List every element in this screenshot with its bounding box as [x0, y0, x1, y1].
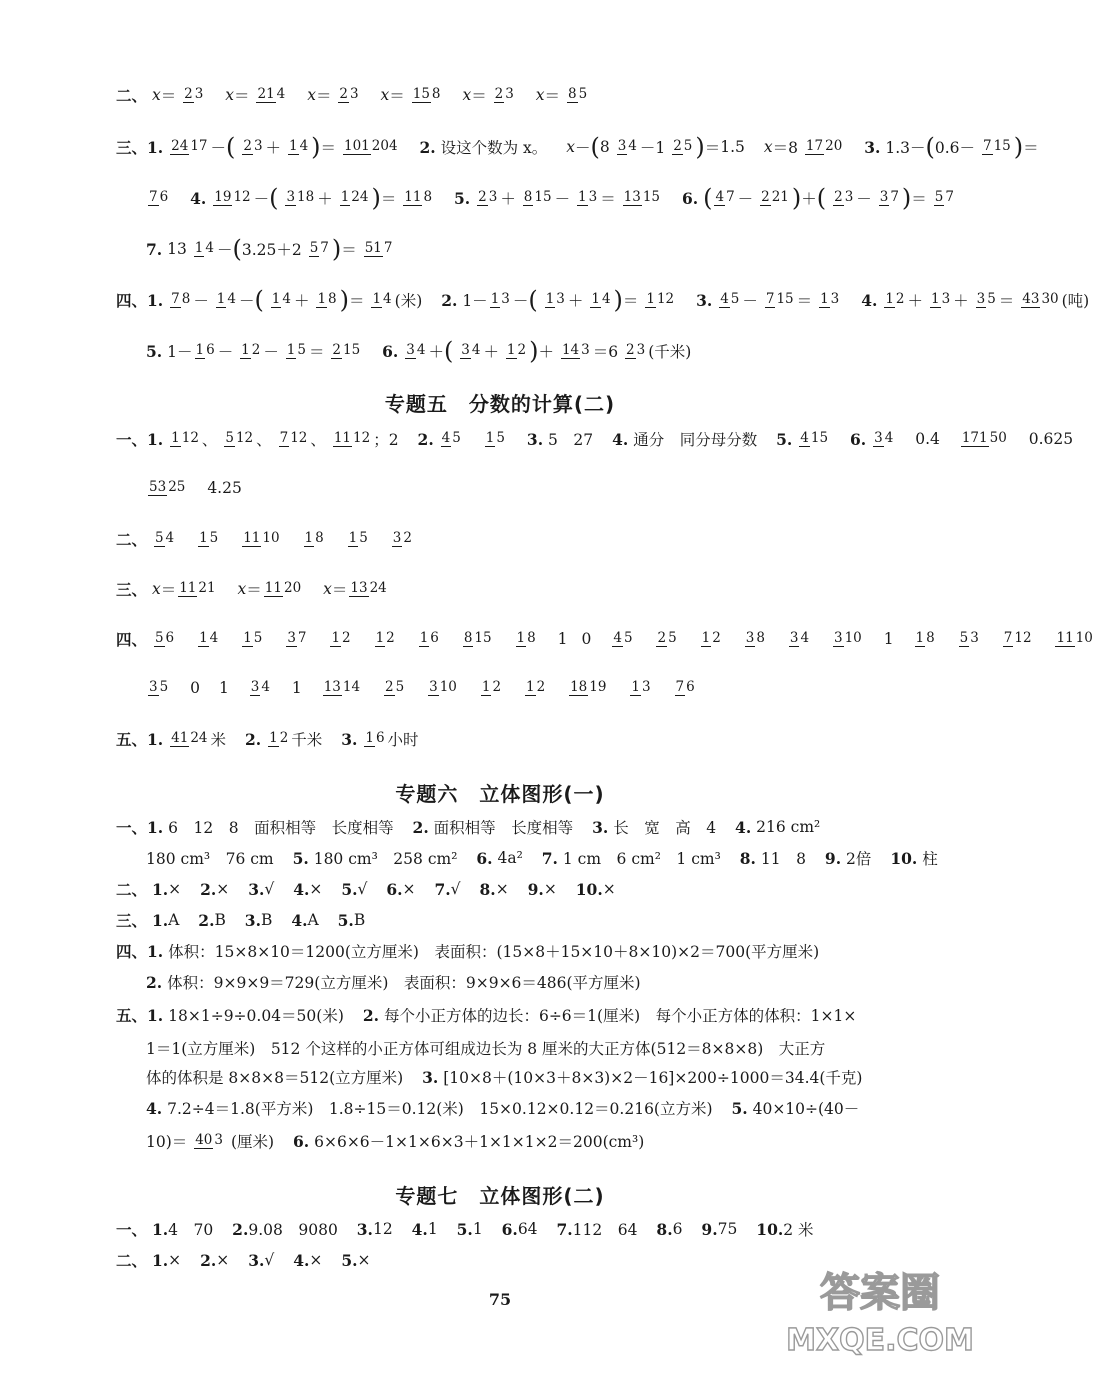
s5-yi-line2: 53 25 4.25	[149, 479, 242, 497]
choice: B	[260, 911, 273, 929]
value: 6 12 8 面积相等 长度相等	[168, 819, 394, 837]
value: 7.2÷4＝1.8(平方米) 1.8÷15＝0.12(米) 15×0.12×0.12＝0.216(立方米)	[167, 1100, 713, 1118]
unit: (吨)	[1061, 292, 1090, 310]
value: 180 cm³ 258 cm²	[313, 850, 458, 868]
fraction: 21 4	[257, 86, 286, 103]
s5-si-line2: 3 5 0 1 3 4 1 13 14 2 5 3 10 1 2 1 2 18 19 1 3 7 6	[149, 679, 695, 697]
s6-wu-line2	[146, 1037, 825, 1059]
s6-wu-line5: 10)＝ 40 3 (厘米) 6. 6×6×6－1×1×6×3＋1×1×1×2＝200(cm³)	[146, 1131, 645, 1151]
s6-san-line: 三、 1.A 2.B 3.B 4.A 5.B	[116, 910, 366, 930]
q-number: 2.	[244, 729, 262, 749]
watermark-top: 答案圈	[820, 1270, 940, 1316]
value: 体的体积是 8×8×8＝512(立方厘米)	[146, 1069, 404, 1087]
value: 1	[218, 679, 229, 697]
value: 180 cm³ 76 cm	[146, 850, 274, 868]
section-label: 五、	[116, 1006, 148, 1025]
q-number: 3.	[864, 137, 881, 157]
value: 2倍	[846, 850, 872, 868]
value: 每个小正方体的边长：6÷6＝1(厘米) 每个小正方体的体积：1×1×	[383, 1007, 857, 1025]
q-number: 6.	[681, 188, 699, 208]
section-label: 一、	[116, 1220, 148, 1239]
value: 216 cm²	[756, 818, 821, 836]
q-number: 1.	[147, 429, 164, 449]
unit: (千米)	[648, 343, 692, 361]
answer-mark: ×	[495, 880, 509, 898]
unit: 米	[210, 731, 227, 749]
s6-yi-line1	[116, 816, 820, 838]
q-number: 6.	[849, 429, 867, 449]
value: 12	[372, 1220, 393, 1238]
value: [10×8＋(10×3＋8×3)×2－16]×200÷1000＝34.4(千克)	[443, 1069, 863, 1087]
q-number: 3.	[696, 290, 713, 310]
choice: A	[307, 911, 319, 929]
unit: 小时	[387, 731, 419, 749]
unit: (米)	[394, 292, 423, 310]
value: 1.3－	[885, 139, 926, 157]
answer-mark: ×	[168, 880, 182, 898]
section-label: 一、	[116, 430, 148, 449]
q-number: 3.	[592, 817, 609, 837]
fraction: 15 8	[412, 86, 441, 103]
q-number: 2.	[419, 137, 436, 157]
value: 18×1÷9÷0.04＝50(米)	[168, 1007, 344, 1025]
section-label: 二、	[116, 1251, 148, 1270]
answer-line-3b: 7 6 4. 19 12 －( 3 18 ＋ 1 24 )＝ 11 8 5. 2 3 ＋ 8 15 － 1 3 ＝ 13 15 6. ( 4 7 － 2 21 )＋( 2 3 － 3 7 )＝ 5 7	[149, 184, 954, 212]
value: 6	[672, 1220, 683, 1238]
value: 0.6－	[934, 139, 976, 157]
page-number: 75	[488, 1290, 512, 1309]
q-number: 1.	[147, 290, 164, 310]
section-label: 一、	[116, 818, 148, 837]
value: 长 宽 高 4	[613, 819, 717, 837]
value: 0.625	[1028, 430, 1074, 448]
section-label: 二、	[116, 880, 148, 899]
s5-er-line: 二、 5 4 1 5 11 10 1 8 1 5 3 2	[116, 530, 412, 549]
answer-mark: ×	[602, 880, 616, 898]
answer-line-3a: 三、1. 24 17 －( 2 3 ＋ 1 4 )＝ 101 204 2. 设这个数为 x。 x－(8 3 4 －1 2 5 )＝1.5 x＝8 17 20 3. 1.3－(0.6－ 7 15 )＝	[116, 133, 1039, 161]
q-number: 10.	[890, 848, 918, 868]
answer-mark: ×	[168, 1251, 182, 1269]
section-label: 四、	[116, 291, 148, 310]
s5-san-line: 三、 x＝ 11 21 x＝ 11 20 x＝ 13 24	[116, 580, 387, 599]
value: 0	[190, 679, 200, 697]
assume-text: 设这个数为 x。	[440, 139, 548, 157]
value: 13	[167, 240, 187, 258]
var-x: x	[151, 86, 161, 104]
q-number: 4.	[861, 290, 878, 310]
answer-line-3c: 7. 13 1 4 －(3.25＋2 5 7 )＝ 51 7	[146, 235, 393, 263]
answer-mark: ×	[309, 1251, 323, 1269]
s5-si-line1: 四、 5 6 1 4 1 5 3 7 1 2 1 2 1 6 8 15 1 8 1 0 4 5 2 5 1 2 3 8 3 4 3 10 1 1 8 5 3 7 12 11 10	[116, 630, 1093, 649]
q-number: 3.	[526, 429, 544, 449]
s5-wu-line: 五、1. 41 24 米 2. 1 2 千米 3. 1 6 小时	[116, 729, 419, 749]
value: 面积相等 长度相等	[433, 819, 574, 837]
q-number: 9.	[824, 848, 842, 868]
answer-mark: ×	[543, 880, 557, 898]
value: 1	[472, 1220, 483, 1238]
value: 体积：9×9×9＝729(立方厘米) 表面积：9×9×6＝486(平方厘米)	[167, 974, 641, 992]
answer-mark: √	[264, 880, 275, 898]
q-number: 7.	[541, 848, 558, 868]
value: 5 27	[548, 431, 594, 449]
value: 6×6×6－1×1×6×3＋1×1×1×2＝200(cm³)	[314, 1133, 645, 1151]
q-number: 5.	[146, 341, 163, 361]
fraction: 8 5	[567, 86, 588, 103]
answer-mark: ×	[402, 880, 416, 898]
value: 64	[517, 1220, 538, 1238]
answer-mark: ×	[216, 1251, 230, 1269]
section-title-7: 专题七 立体图形(二)	[395, 1184, 605, 1208]
answer-mark: ×	[309, 880, 323, 898]
section-label: 三、	[116, 911, 148, 930]
fraction: 2 3	[494, 86, 514, 103]
value: 柱	[922, 850, 938, 868]
value: 112 64	[572, 1221, 638, 1239]
s6-yi-line2	[146, 847, 938, 869]
q-number: 6.	[382, 341, 399, 361]
value: 9.08 9080	[248, 1221, 338, 1239]
answer-line-2: 二、 x＝ 2 3 x＝ 21 4 x＝ 2 3 x＝ 15 8 x＝ 2 3 x＝ 8 5	[116, 86, 588, 105]
q-number: 5.	[292, 848, 309, 868]
s6-si-line1: 四、1. 体积：15×8×10＝1200(立方厘米) 表面积：(15×8＋15×10＋8×10)×2＝700(平方厘米)	[116, 941, 820, 961]
q-number: 1.	[147, 137, 164, 157]
q-number: 2.	[412, 817, 429, 837]
answer-mark: ×	[216, 880, 230, 898]
section-title-6: 专题六 立体图形(一)	[395, 782, 605, 806]
s6-wu-line1: 五、1. 18×1÷9÷0.04＝50(米) 2. 每个小正方体的边长：6÷6＝1(厘米) 每个小正方体的体积：1×1×	[116, 1005, 857, 1025]
section-label: 四、	[116, 630, 148, 649]
value: 4a²	[497, 849, 523, 867]
q-number: 2.	[441, 290, 458, 310]
watermark-bottom: MXQE.COM	[786, 1323, 974, 1358]
answer-line-4a: 四、1. 7 8 － 1 4 －( 1 4 ＋ 1 8 )＝ 1 4 (米) 2. 1－ 1 3 －( 1 3 ＋ 1 4 )＝ 1 12 3. 4 5 － 7 15 ＝ 1 3 4. 1 2 ＋ 1 3 ＋ 3 5 ＝ 43 30 (吨)	[116, 286, 1090, 314]
section-label: 四、	[116, 942, 148, 961]
choice: A	[168, 911, 180, 929]
value: 2 米	[783, 1221, 814, 1239]
q-number: 6.	[476, 848, 493, 868]
section-title-5: 专题五 分数的计算(二)	[384, 392, 616, 416]
s5-yi-line1: 一、1. 1 12 、 5 12 、 7 12 、 11 12 ；2 2. 4 5 1 5 3. 5 27 4. 通分 同分母分数 5. 4 15 6. 3 4 0.4 171 50 0.625	[116, 429, 1074, 449]
q-number: 8.	[739, 848, 756, 868]
value: 通分 同分母分数	[633, 431, 758, 449]
choice: B	[353, 911, 366, 929]
answer-mark: √	[264, 1251, 275, 1269]
value: 1	[427, 1220, 438, 1238]
q-number: 4.	[612, 429, 629, 449]
q-number: 5.	[454, 188, 471, 208]
value: 40×10÷(40－	[752, 1100, 860, 1118]
answer-mark: √	[357, 880, 368, 898]
value: 75	[717, 1220, 738, 1238]
q-number: 3.	[341, 729, 358, 749]
q-number: 7.	[146, 239, 163, 259]
q-number: 1.	[147, 817, 164, 837]
s7-er-line: 二、 1.× 2.× 3.√ 4.× 5.×	[116, 1250, 371, 1270]
section-label: 五、	[116, 730, 148, 749]
s6-wu-line3: 体的体积是 8×8×8＝512(立方厘米) 3. [10×8＋(10×3＋8×3)×2－16]×200÷1000＝34.4(千克)	[146, 1067, 863, 1087]
answer-mark: ×	[357, 1251, 371, 1269]
section-label: 三、	[116, 580, 148, 599]
q-number: 1.	[147, 729, 164, 749]
s7-yi-line: 一、 1.4 70 2.9.08 9080 3.12 4.1 5.1 6.64 7.112 64 8.6 9.75 10.2 米	[116, 1219, 814, 1239]
q-number: 2.	[417, 429, 434, 449]
section-label: 二、	[116, 530, 148, 549]
q-number: 5.	[776, 429, 793, 449]
answer-line-4b: 5. 1－ 1 6 － 1 2 － 1 5 ＝ 2 15 6. 3 4 ＋( 3 4 ＋ 1 2 )＋ 14 3 ＝6 2 3 (千米)	[146, 337, 692, 365]
value: 1.5	[720, 138, 745, 156]
choice: B	[214, 911, 226, 929]
q-number: 4.	[735, 817, 752, 837]
watermark-logo	[780, 1256, 980, 1360]
fraction: 2 3	[184, 86, 204, 103]
value: 11 8	[760, 850, 806, 868]
s6-wu-line4: 4. 7.2÷4＝1.8(平方米) 1.8÷15＝0.12(米) 15×0.12×0.12＝0.216(立方米) 5. 40×10÷(40－	[146, 1098, 860, 1118]
value: 10)＝	[146, 1133, 188, 1151]
value: 1＝1(立方厘米) 512 个这样的小正方体可组成边长为 8 厘米的大正方体(512＝8×8×8) 大正方	[146, 1040, 826, 1058]
q-number: 4.	[190, 188, 207, 208]
value: 体积：15×8×10＝1200(立方厘米) 表面积：(15×8＋15×10＋8×10)×2＝700(平方厘米)	[168, 943, 820, 961]
unit: 千米	[291, 731, 323, 749]
s6-er-line: 二、 1.× 2.× 3.√ 4.× 5.√ 6.× 7.√ 8.× 9.× 10.×	[116, 879, 616, 899]
section-label: 二、	[116, 86, 148, 105]
value: 4.25	[207, 479, 242, 497]
value: 0.4	[915, 430, 940, 448]
section-label: 三、	[116, 138, 148, 157]
fraction: 2 3	[339, 86, 359, 103]
value: 4 70	[168, 1221, 214, 1239]
answer-mark: √	[450, 880, 461, 898]
value: 3.25＋2	[241, 241, 302, 259]
unit: (厘米)	[230, 1133, 275, 1151]
s6-si-line2: 2. 体积：9×9×9＝729(立方厘米) 表面积：9×9×6＝486(平方厘米)	[146, 972, 641, 992]
value: 1 cm 6 cm² 1 cm³	[562, 850, 721, 868]
